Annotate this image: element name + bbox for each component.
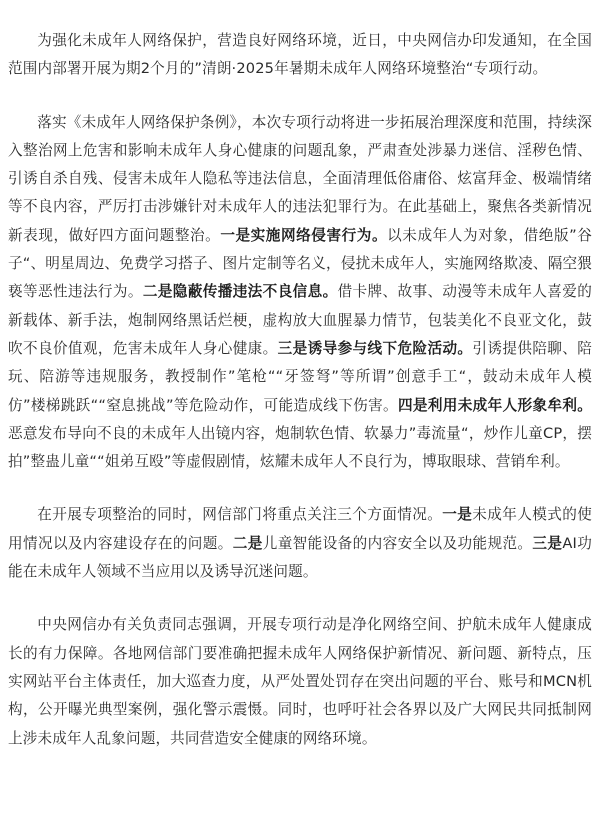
paragraph-intro-text: 为强化未成年人网络保护，营造良好网络环境，近日，中央网信办印发通知，在全国范围内部署开展为期2个月的”清朗·2025年暑期未成年人网络环境整治“专项行动。: [8, 32, 592, 78]
paragraph-four-issues-lead: 落实《未成年人网络保护条例》，本次专项行动将进一步拓展治理深度和范围，持续深入整治网上危害和影响未成年人身心健康的问题乱象，严肃查处涉暴力迷信、淫秽色情、引诱自杀自残、侵害未成年人隐私等违法信息，全面清理低俗庸俗、炫富拜金、极端情绪等不良内容，严厉打击涉嫌针对未成年人的违法犯罪行为。在此基础上，聚焦各类新情况新表现，做好四方面问题整治。: [8, 113, 592, 244]
paragraph-conclusion: [8, 611, 592, 752]
paragraph-four-issues: [8, 109, 592, 477]
issue-four-heading: 四是利用未成年人形象牟利。: [397, 396, 593, 414]
focus-two-marker: 二是: [232, 534, 263, 552]
focus-one-text: 未成年人模式的使用情况以及内容建设存在的问题。: [8, 506, 593, 552]
focus-three-text: AI功能在未成年人领域不当应用以及诱导沉迷问题。: [8, 534, 592, 581]
focus-three-marker: 三是: [532, 534, 563, 552]
focus-one-marker: 一是: [442, 506, 473, 524]
issue-three-text: 引诱提供陪聊、陪玩、陪游等违规服务，教授制作”笔枪““牙签弩”等所谓”创意手工“，鼓动未成年人模仿”楼梯跳跃““窒息挑战”等危险动作，可能造成线下伤害。: [8, 339, 593, 414]
issue-two-heading: 二是隐蔽传播违法不良信息。: [142, 283, 338, 301]
focus-two-text: 儿童智能设备的内容安全以及功能规范。: [262, 534, 533, 552]
focus-lead: 在开展专项整治的同时，网信部门将重点关注三个方面情况。: [37, 506, 443, 524]
issue-one-text: 以未成年人为对象，借绝版”谷子“、明星周边、免费学习搭子、图片定制等名义，侵扰未成年人，实施网络欺凌、隔空猥亵等恶性违法行为。: [8, 226, 592, 301]
paragraph-intro: [8, 27, 592, 84]
issue-three-heading: 三是诱导参与线下危险活动。: [277, 339, 473, 357]
issue-one-heading: 一是实施网络侵害行为。: [220, 226, 388, 244]
paragraph-conclusion-text: 中央网信办有关负责同志强调，开展专项行动是净化网络空间、护航未成年人健康成长的有力保障。各地网信部门要准确把握未成年人网络保护新情况、新问题、新特点，压实网站平台主体责任，加大巡查力度，从严处置处罚存在突出问题的平台、账号和MCN机构，公开曝光典型案例，强化警示震慑。同时，也呼吁社会各界以及广大网民共同抵制网上涉未成年人乱象问题，共同营造安全健康的网络环境。: [8, 616, 592, 747]
issue-four-text: 恶意发布导向不良的未成年人出镜内容，炮制软色情、软暴力”毒流量“，炒作儿童CP，摆拍”整蛊儿童““姐弟互殴”等虚假剧情，炫耀未成年人不良行为，博取眼球、营销牟利。: [8, 424, 592, 471]
issue-two-text: 借卡牌、故事、动漫等未成年人喜爱的新载体、新手法，炮制网络黑话烂梗，虚构放大血腥暴力情节，包装美化不良亚文化，鼓吹不良价值观，危害未成年人身心健康。: [8, 283, 592, 357]
paragraph-focus-areas: [8, 501, 592, 586]
